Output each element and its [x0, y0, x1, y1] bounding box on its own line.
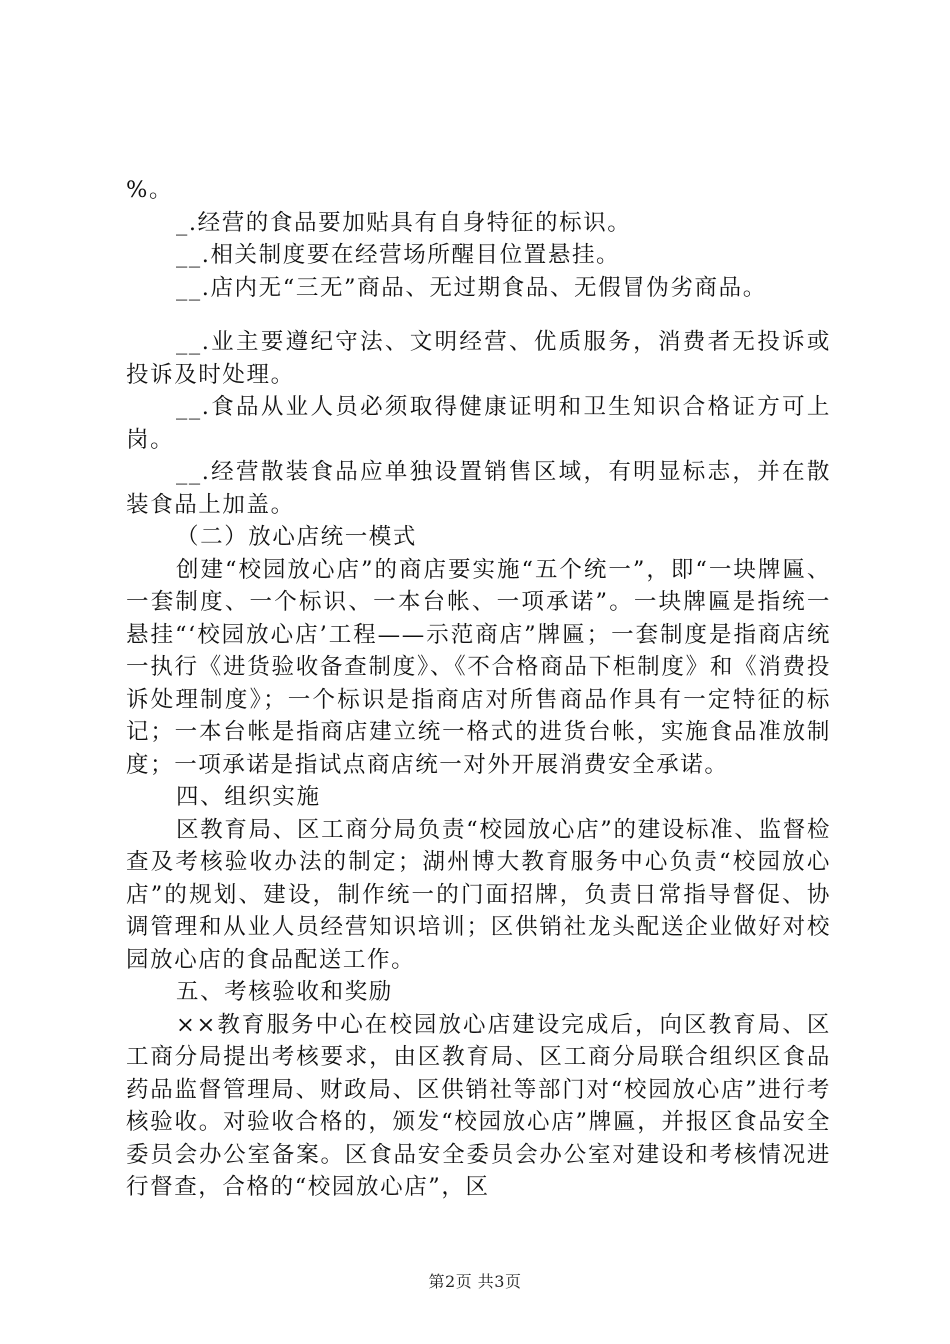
page-footer: 第2页 共3页 [428, 1272, 522, 1291]
paragraph-system-display: __.相关制度要在经营场所醒目位置悬挂。 [176, 242, 621, 268]
paragraph-assessment: ××教育服务中心在校园放心店建设完成后，向区教育局、区工商分局提出考核要求，由区教育局、区工商分局联合组织区食品药品监督管理局、财政局、区供销社等部门对“校园放心店”进行考核验收。对验收合格的，颁发“校园放心店”牌匾，并报区食品安全委员会办公室备案。区食品安全委员会办公室对建设和考核情况进行督查，合格的“校园放心店”，区 [126, 1011, 831, 1200]
paragraph-label-requirement: _.经营的食品要加贴具有自身特征的标识。 [176, 209, 632, 236]
document-body [126, 174, 831, 1204]
paragraph-no-fake-goods: __.店内无“三无”商品、无过期食品、无假冒伪劣商品。 [176, 274, 767, 301]
paragraph-bulk-food: __.经营散装食品应单独设置销售区域，有明显标志，并在散装食品上加盖。 [126, 459, 831, 518]
paragraph-organization: 区教育局、区工商分局负责“校园放心店”的建设标准、监督检查及考核验收办法的制定；湖州博大教育服务中心负责“校园放心店”的规划、建设，制作统一的门面招牌，负责日常指导督促、协调管理和从业人员经营知识培训；区供销社龙头配送企业做好对校园放心店的食品配送工作。 [126, 816, 831, 973]
section-heading-organization: 四、组织实施 [176, 784, 321, 810]
paragraph-five-unifications: 创建“校园放心店”的商店要实施“五个统一”，即“一块牌匾、一套制度、一个标识、一本台帐、一项承诺”。一块牌匾是指统一悬挂“‘校园放心店’工程——示范商店”牌匾；一套制度是指商店统一执行《进货验收备查制度》、《不合格商品下柜制度》和《消费投诉处理制度》；一个标识是指商店对所售商品作具有一定特征的标记；一本台帐是指商店建立统一格式的进货台帐，实施食品准放制度；一项承诺是指试点商店统一对外开展消费安全承诺。 [126, 556, 831, 778]
paragraph-percent-fragment: %。 [126, 177, 174, 203]
paragraph-lawful-operation: __.业主要遵纪守法、文明经营、优质服务，消费者无投诉或投诉及时处理。 [126, 329, 831, 388]
section-heading-assessment: 五、考核验收和奖励 [176, 979, 393, 1005]
paragraph-health-certificate: __.食品从业人员必须取得健康证明和卫生知识合格证方可上岗。 [126, 394, 831, 453]
section-heading-unified-model: （二）放心店统一模式 [176, 524, 418, 550]
